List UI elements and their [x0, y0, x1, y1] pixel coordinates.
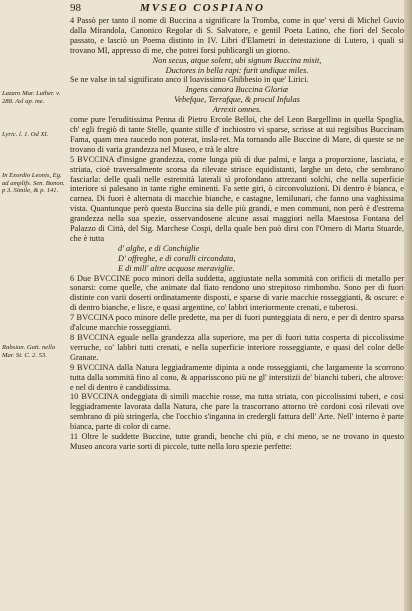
paragraph: Se ne valse in tal significato anco il loavissimo Ghibbesio in que' Lirici.	[70, 75, 309, 85]
verse-line: Ductores in bella rapi: furit undique miles.	[165, 65, 309, 75]
paragraph: 10 BVCCINA ondeggiata di simili macchie rosse, ma tutta striata, con piccolissimi tuberi, e così leggiadramente lavorata dalla Natura, che pare la trascorrano attorno trè cordoni così rilevati ove sembrano di più stringerla, che l'occhio s'inganna in credergli fattura dell' Arte. Nell' interno è parte bianca, parte di color di carne.	[70, 392, 404, 432]
verse-line: Non secus, atque solent, ubi signum Buccina misit,	[152, 55, 322, 65]
paragraph: 5 BVCCINA d'insigne grandezza, come lunga più di due palmi, e larga a proporzione, lasciata, e striata, cioè traversalmente scorsa da rilevate strisce equidistanti, larghe un deto, che sembrano fasciarla: delle quali nelle estremità laterali sì profondano attrezanti solchi, che nella superficie interiore si palesano in tante righe eminenti. Fa sette giri, ò circonvoluzioni. Di dentro è bianca, e carnea. Di fuori è alternata di macchie bianche, e castagne, lemilunari, che fanno una vaghissima vista. Quantunque però questa Buccina sia delle più grandi, e men communi, non però è d'estrema grandezza nella sua spezie, osservandosene alcune assai maggiori nella Maestosa Fontana del Palazzo di Città, del Sig. Marchese Cospi, della quale ben può dirsi con l'Omero di Marta Stuarde, che è tutta	[70, 154, 404, 243]
page-header	[0, 2, 412, 16]
verse-line: D' offreghe, e di coralli circondata,	[118, 253, 236, 263]
paragraph: 8 BVCCINA eguale nella grandezza alla superiore, ma per di fuori tutta cosperta di piccolissime verruche, co' labbri tutti crenati, e nella superficie interiore rosseggiante, e quasi del color delle Granate.	[70, 333, 404, 362]
verse-line: Vebefque, Terrafque, & procul Infulas	[174, 95, 300, 105]
paragraph: 7 BVCCINA poco minore delle predette, ma per di fuori punteggiata di nero, e per di dentro sparsa d'alcune macchie rosseggianti.	[70, 313, 404, 333]
page-edge	[404, 0, 412, 611]
margin-note: Lazaro Mar. Luther. v. 288. Asl ap. me.	[2, 90, 61, 105]
running-title: MVSEO COSPIANO	[140, 2, 265, 14]
margin-note: Lyric. l. 1. Od XI.	[2, 131, 49, 138]
paragraph: 4 Passò per tanto il nome di Buccina a significare la Tromba, come in que' versi di Michel Guvio dalla Mirandola, Canonico Regolar di S. Salvatore, e gentil Poeta Latino, che fiorì del Secolo passato, e lasciò un Poema distinto in IV. Libri d'Elametri in detestazione di Lutero, i quali si trovano MI, appresso di me, che potrei forsi publicargli un giorno.	[70, 16, 404, 55]
verse-line: Ingens canora Buccina Gloriæ	[185, 85, 289, 95]
verse-line: d' alghe, e di Conchiglie	[118, 243, 200, 253]
paragraph: come pure l'eruditissima Penna di Pietro Ercole Belloi, che del Leon Bargellino in quella Spoglia, ch' egli fregiò di tante Stelle, quante stille d' inchiostro vi sparse, scrisse at sui regisibus Buccinam Fama, quam mea raucedo non poterat, insla-ret. Ma tornando alle Buccine di Mare, di queste se ne trovano di varia grandezza nel Museo, e trà le altre	[70, 115, 404, 154]
paragraph: 6 Due BVCCINE poco minori della suddetta, aggiustate nella sommità con orificii di metallo per sonarsi: come quelle, che animate dal fiato rendono uno strepitoso rimbombo. Sono per di fuori distinte con varii doserti ordinatamente disposti, e sparse di varie macchie rosseggianti, & oscure: e di dentro bianche, e lisce, e quasi argentine, co' labbri interiormente crenati, e tuberosi.	[70, 273, 404, 313]
verse-line: E di mill' altre acquose meraviglie.	[118, 263, 235, 273]
verse-line: Arrexit omnes.	[212, 105, 262, 115]
paragraph: 11 Oltre le suddette Buccine, tutte grandi, benche chi più, e chi meno, se ne trovano in questo Museo ancora varie sorti di piccole, tutte nella loro spezie perfette:	[70, 432, 404, 451]
margin-note: Rabsian. Gatt. nella Mar. St. C. 2. 53.	[2, 344, 56, 359]
page-number: 98	[70, 2, 81, 14]
paragraph: 9 BVCCINA dalla Natura leggiadramente dipinta a onde rosseggianti, che largamente la scorrono tutta dalla sommità fino al cono, & apparisscono più ne gl' interstizii de' bianchi tuberi, che altrove: e nel di dentro è candidissima.	[70, 362, 404, 392]
body-text	[70, 16, 404, 452]
margin-note: In Exordio Leonis, Eg. ad amplifs. Sen. Bonon. p 3. Simile, & p. 141.	[2, 172, 65, 195]
